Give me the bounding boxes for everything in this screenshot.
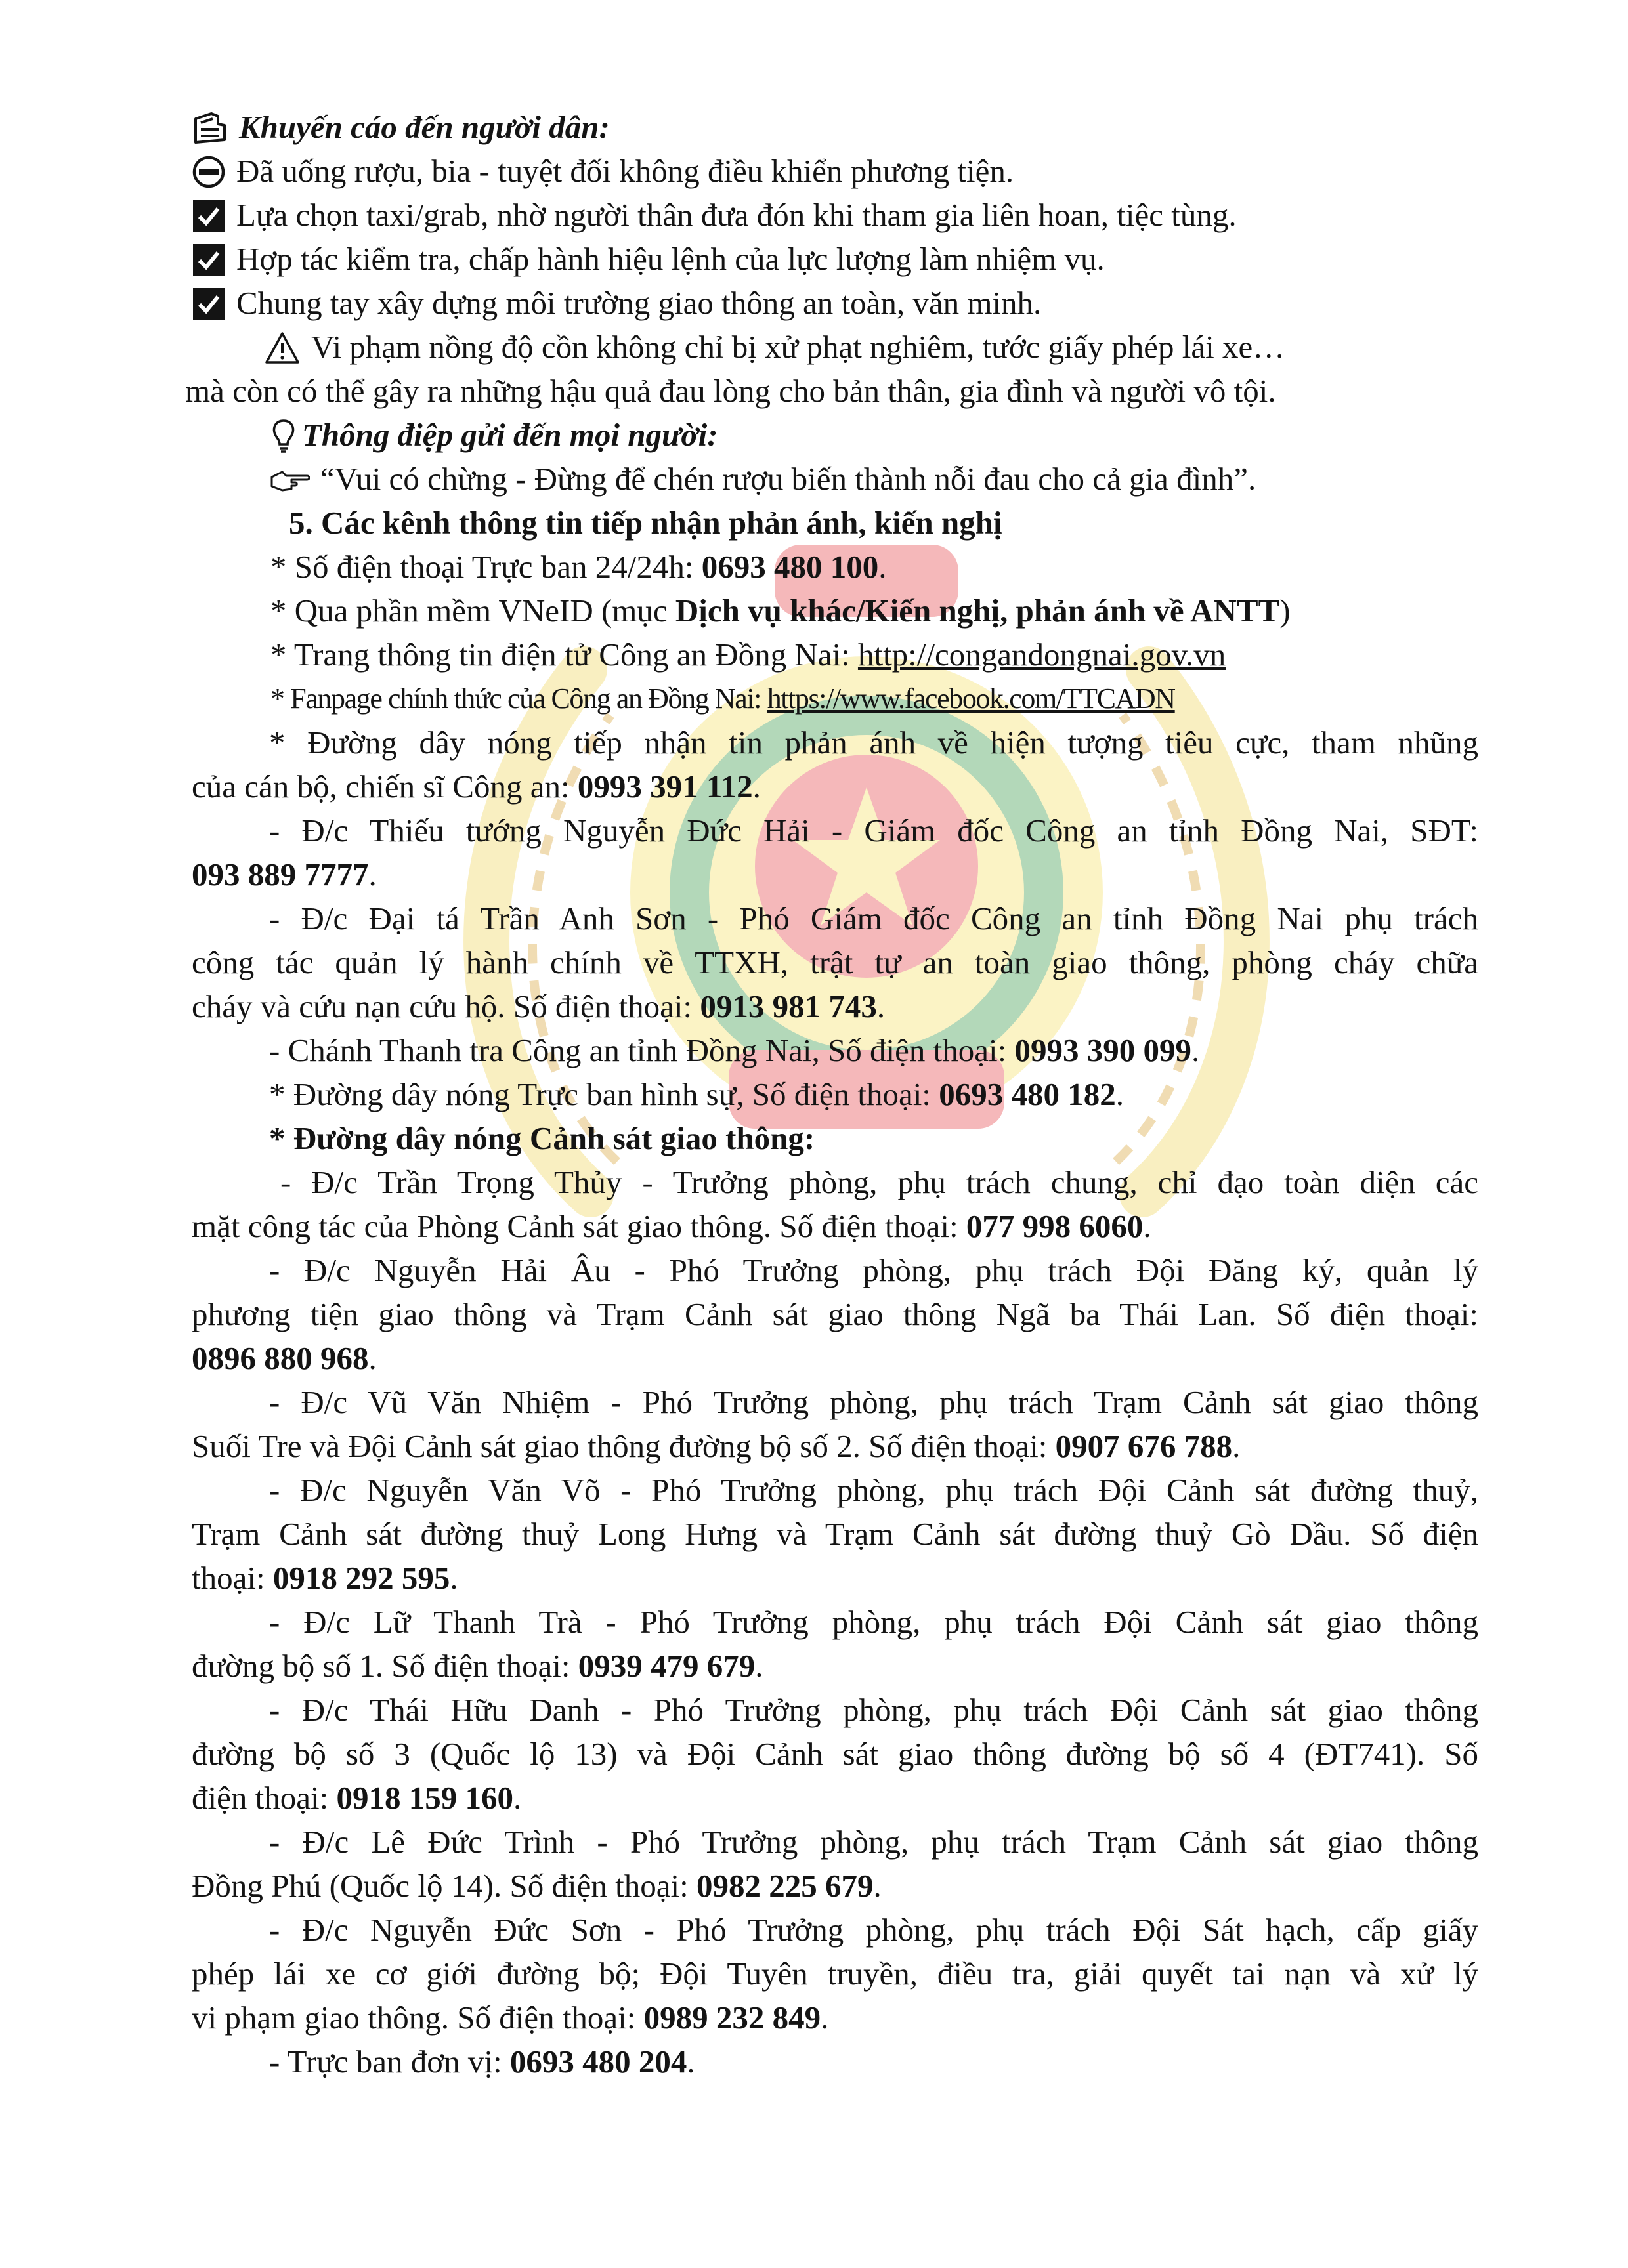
traffic-contact: - Đ/c Trần Trọng Thủy - Trưởng phòng, phụ trách chung, chỉ đạo toàn diện các	[280, 1164, 1478, 1200]
message-quote: “Vui có chừng - Đừng để chén rượu biến thành nỗi đau cho cả gia đình”.	[192, 457, 1478, 501]
channel-hotline: * Số điện thoại Trực ban 24/24h: 0693 480 100.	[270, 549, 887, 585]
traffic-contact: vi phạm giao thông. Số điện thoại: 0989 232 849.	[192, 2000, 829, 2036]
traffic-contact: phương tiện giao thông và Trạm Cảnh sát giao thông Ngã ba Thái Lan. Số điện thoại:	[192, 1296, 1478, 1332]
traffic-contact: điện thoại: 0918 159 160.	[192, 1780, 522, 1816]
traffic-contact: - Đ/c Lê Đức Trình - Phó Trưởng phòng, phụ trách Trạm Cảnh sát giao thông	[269, 1824, 1478, 1860]
warning-line: mà còn có thể gây ra những hậu quả đau lòng cho bản thân, gia đình và người vô tội.	[185, 373, 1276, 409]
traffic-contact: - Đ/c Lữ Thanh Trà - Phó Trưởng phòng, phụ trách Đội Cảnh sát giao thông	[269, 1604, 1478, 1640]
warning-line: Vi phạm nồng độ cồn không chỉ bị xử phạt nghiêm, tước giấy phép lái xe…	[192, 325, 1478, 369]
warning-triangle-icon	[264, 331, 301, 365]
channel-website: * Trang thông tin điện tử Công an Đồng Nai: http://congandongnai.gov.vn	[270, 637, 1226, 673]
traffic-contact: mặt công tác của Phòng Cảnh sát giao thông. Số điện thoại: 077 998 6060.	[192, 1208, 1151, 1244]
duty-contact: - Trực ban đơn vị: 0693 480 204.	[269, 2044, 695, 2080]
advice-item: Đã uống rượu, bia - tuyệt đối không điều khiển phương tiện.	[192, 149, 1478, 193]
hotline-number: 0693 480 100	[701, 549, 879, 585]
document-text	[185, 105, 1478, 2084]
contact-deputy: công tác quản lý hành chính về TTXH, trật tự an toàn giao thông, phòng cháy chữa	[192, 944, 1478, 980]
traffic-heading: * Đường dây nóng Cảnh sát giao thông:	[269, 1120, 815, 1156]
contact-deputy: cháy và cứu nạn cứu hộ. Số điện thoại: 0913 981 743.	[192, 988, 886, 1024]
contact-inspector: - Chánh Thanh tra Công an tỉnh Đồng Nai, Số điện thoại: 0993 390 099.	[269, 1032, 1200, 1068]
website-link[interactable]: http://congandongnai.gov.vn	[857, 637, 1226, 673]
traffic-contact: phép lái xe cơ giới đường bộ; Đội Tuyên truyền, điều tra, giải quyết tai nạn và xử lý	[192, 1956, 1478, 1992]
contact-director: 093 889 7777.	[192, 856, 377, 892]
corruption-hotline: của cán bộ, chiến sĩ Công an: 0993 391 112.	[192, 768, 761, 805]
check-box-icon	[192, 199, 226, 233]
advice-item: Lựa chọn taxi/grab, nhờ người thân đưa đón khi tham gia liên hoan, tiệc tùng.	[192, 193, 1478, 237]
advice-item: Chung tay xây dựng môi trường giao thông an toàn, văn minh.	[192, 281, 1478, 325]
traffic-contact: đường bộ số 1. Số điện thoại: 0939 479 679.	[192, 1648, 763, 1684]
traffic-contact: Đồng Phú (Quốc lộ 14). Số điện thoại: 0982 225 679.	[192, 1868, 882, 1904]
writing-hand-icon	[192, 111, 228, 145]
fanpage-link[interactable]: https://www.facebook.com/TTCADN	[767, 682, 1175, 715]
no-entry-icon	[192, 155, 226, 189]
traffic-contact: - Đ/c Nguyễn Hải Âu - Phó Trưởng phòng, phụ trách Đội Đăng ký, quản lý	[269, 1252, 1478, 1288]
advice-item: Hợp tác kiểm tra, chấp hành hiệu lệnh của lực lượng làm nhiệm vụ.	[192, 237, 1478, 281]
check-box-icon	[192, 243, 226, 277]
traffic-contact: - Đ/c Vũ Văn Nhiệm - Phó Trưởng phòng, phụ trách Trạm Cảnh sát giao thông	[269, 1384, 1478, 1420]
corruption-hotline: * Đường dây nóng tiếp nhận tin phản ánh về hiện tượng tiêu cực, tham nhũng	[269, 724, 1478, 761]
traffic-contact: - Đ/c Nguyễn Đức Sơn - Phó Trưởng phòng, phụ trách Đội Sát hạch, cấp giấy	[269, 1912, 1478, 1948]
channel-fanpage: * Fanpage chính thức của Công an Đồng Nai: https://www.facebook.com/TTCADN	[270, 682, 1175, 715]
traffic-contact: Trạm Cảnh sát đường thuỷ Long Hưng và Trạm Cảnh sát đường thuỷ Gò Dầu. Số điện	[192, 1516, 1478, 1552]
message-heading: Thông điệp gửi đến mọi người:	[192, 413, 1478, 457]
traffic-contact: thoại: 0918 292 595.	[192, 1560, 458, 1596]
contact-criminal: * Đường dây nóng Trực ban hình sự, Số điện thoại: 0693 480 182.	[269, 1076, 1124, 1112]
pointing-hand-icon	[269, 467, 310, 493]
traffic-contact: - Đ/c Nguyễn Văn Võ - Phó Trưởng phòng, phụ trách Đội Cảnh sát đường thuỷ,	[269, 1472, 1478, 1508]
advice-heading: Khuyến cáo đến người dân:	[192, 105, 1478, 149]
contact-director: - Đ/c Thiếu tướng Nguyễn Đức Hải - Giám đốc Công an tỉnh Đồng Nai, SĐT:	[269, 812, 1478, 849]
traffic-contact: - Đ/c Thái Hữu Danh - Phó Trưởng phòng, phụ trách Đội Cảnh sát giao thông	[269, 1692, 1478, 1728]
lightbulb-icon	[270, 418, 297, 453]
channels-heading: 5. Các kênh thông tin tiếp nhận phản ánh, kiến nghị	[289, 505, 1002, 541]
traffic-contact: đường bộ số 3 (Quốc lộ 13) và Đội Cảnh sát giao thông đường bộ số 4 (ĐT741). Số	[192, 1736, 1478, 1772]
traffic-contact: 0896 880 968.	[192, 1340, 377, 1376]
traffic-contact: Suối Tre và Đội Cảnh sát giao thông đường bộ số 2. Số điện thoại: 0907 676 788.	[192, 1428, 1241, 1464]
channel-vneid: * Qua phần mềm VNeID (mục Dịch vụ khác/Kiến nghị, phản ánh về ANTT)	[270, 593, 1291, 629]
check-box-icon	[192, 287, 226, 321]
contact-deputy: - Đ/c Đại tá Trần Anh Sơn - Phó Giám đốc Công an tỉnh Đồng Nai phụ trách	[269, 900, 1478, 936]
